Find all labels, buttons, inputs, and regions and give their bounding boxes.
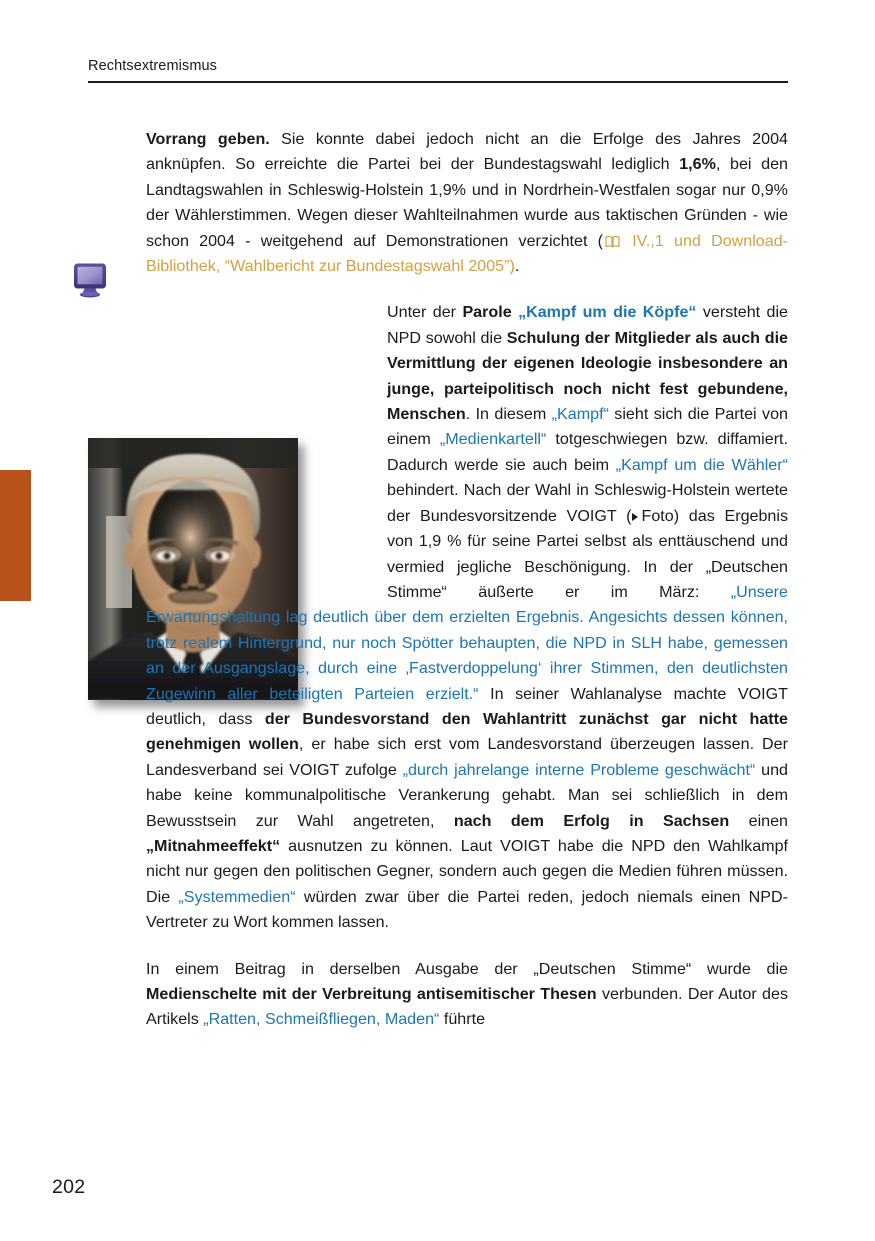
p2-run-12: ausnutzen zu können. Laut VOIGT habe die NPD den Wahlkampf nicht nur gegen den politischen Gegner, sondern auch gegen die Medien führen müssen. Die bbox=[146, 836, 788, 906]
p2-run-3: . In diesem bbox=[465, 405, 552, 424]
p1-bold-percentage: 1,6% bbox=[679, 155, 716, 174]
p2-blue-kampf-waehler[interactable]: „Kampf um die Wähler“ bbox=[615, 455, 788, 474]
p1-gold-reference-link[interactable]: IV.,1 und Download-Bibliothek, “Wahlbericht zur Bundestagswahl 2005”) bbox=[146, 231, 789, 276]
p2-bold-mitnahmeeffekt: „Mitnahmeeffekt“ bbox=[146, 836, 281, 855]
chapter-thumb-index-tab bbox=[0, 470, 31, 601]
p1-lead-bold: Vorrang geben. bbox=[146, 130, 270, 148]
p2-bold-sachsen: nach dem Erfolg in Sachsen bbox=[453, 811, 730, 830]
paragraph-3 bbox=[146, 957, 788, 1033]
play-triangle-icon bbox=[632, 513, 638, 521]
p2-run-10: und habe keine kommunalpolitische Verankerung gehabt. Man sei schließlich in dem Bewusstsein zur Wahl angetreten, bbox=[146, 760, 788, 830]
header-rule bbox=[88, 81, 788, 83]
p2-run-6: behindert. Nach der Wahl in Schleswig-Holstein wertete der Bundesvorsitzende VOIGT ( bbox=[387, 481, 788, 525]
p2-blue-voigt-quotation[interactable]: „Unsere Erwartungshaltung lag deutlich über dem erzielten Ergebnis. Angesichts dessen können, trotz realem Hintergrund, nur noch Spötter behaupten, die NPD in SLH habe, gemessen an der Ausgangslage, durch eine ‚Fastverdoppelung‘ ihrer Stimmen, den deutlichsten Zugewinn aller beteiligten Parteien erzielt.“ bbox=[146, 582, 788, 703]
computer-monitor-icon bbox=[70, 261, 110, 299]
p1-run-1: Sie konnte dabei jedoch nicht an die Erfolge des Jahres 2004 anknüpfen. So erreichte die Partei bei der Bundestagswahl lediglich bbox=[146, 130, 788, 174]
paragraph-1 bbox=[146, 127, 788, 279]
p2-run-5: totgeschwiegen bzw. diffamiert. Dadurch werde sie auch beim bbox=[387, 430, 788, 474]
p2-run-13: würden zwar über die Partei reden, jedoch niemals einen NPD-Vertreter zu Wort kommen lassen. bbox=[146, 887, 788, 932]
p2-blue-kampf[interactable]: „Kampf“ bbox=[551, 405, 609, 424]
p2-run-1: Unter der bbox=[387, 303, 463, 322]
p2-bold-bundesvorstand: der Bundesvorstand den Wahlantritt zunächst gar nicht hatte genehmigen wollen bbox=[146, 709, 788, 754]
p3-bold-medienschelte: Medienschelte mit der Verbreitung antisemitischer Thesen bbox=[146, 985, 597, 1003]
p2-run-9: , er habe sich erst vom Landesvorstand überzeugen lassen. Der Landesverband sei VOIGT zufolge bbox=[146, 735, 788, 779]
page-number: 202 bbox=[52, 1176, 86, 1198]
p2-blue-probleme[interactable]: „durch jahrelange interne Probleme geschwächt“ bbox=[402, 760, 756, 779]
p3-run-1: In einem Beitrag in derselben Ausgabe der „Deutschen Stimme“ wurde die bbox=[146, 959, 788, 978]
p2-blue-quote-koepfe[interactable]: „Kampf um die Köpfe“ bbox=[518, 303, 697, 322]
body-text-column bbox=[146, 127, 788, 1033]
open-book-icon bbox=[605, 231, 620, 244]
p1-run-3: . bbox=[514, 257, 520, 276]
p3-run-2: verbunden. Der Autor des Artikels bbox=[146, 985, 788, 1029]
p2-blue-systemmedien[interactable]: „Systemmedien“ bbox=[178, 887, 296, 906]
p2-run-8: In seiner Wahlanalyse machte VOIGT deutlich, dass bbox=[146, 684, 788, 728]
p3-run-3: führte bbox=[439, 1010, 486, 1029]
p2-run-7: ) das Ergebnis von 1,9 % für seine Partei selbst als enttäuschend und vermied jegliche Beschönigung. In der „Deutschen Stimme“ äußerte er im März: bbox=[387, 506, 788, 601]
p2-run-4: sieht sich die Partei von einem bbox=[387, 405, 788, 449]
p2-bold-parole: Parole bbox=[462, 303, 519, 322]
running-head: Rechtsextremismus bbox=[88, 58, 218, 74]
p3-blue-ratten[interactable]: „Ratten, Schmeißfliegen, Maden“ bbox=[203, 1010, 440, 1029]
p2-blue-medienkartell[interactable]: „Medienkartell“ bbox=[439, 430, 547, 449]
p2-run-11: einen bbox=[729, 811, 788, 830]
p2-foto-label: Foto bbox=[641, 506, 674, 525]
p1-run-2: , bei den Landtagswahlen in Schleswig-Holstein 1,9% und in Nordrhein-Westfalen sogar nur 0,9% der Wählerstimmen. Wegen dieser Wahlteilnahmen wurde aus taktischen Gründen - wie schon 2004 - weitgehend auf Demonstrationen verzichtet ( bbox=[146, 155, 788, 250]
paragraph-2 bbox=[146, 300, 788, 935]
p2-bold-schulung: Schulung der Mitglieder als auch die Vermittlung der eigenen Ideologie insbesondere an junge, parteipolitisch noch nicht fest gebundene, Menschen bbox=[387, 328, 788, 424]
photo-float-spacer bbox=[146, 300, 365, 578]
p2-run-2: versteht die NPD sowohl die bbox=[387, 303, 788, 347]
